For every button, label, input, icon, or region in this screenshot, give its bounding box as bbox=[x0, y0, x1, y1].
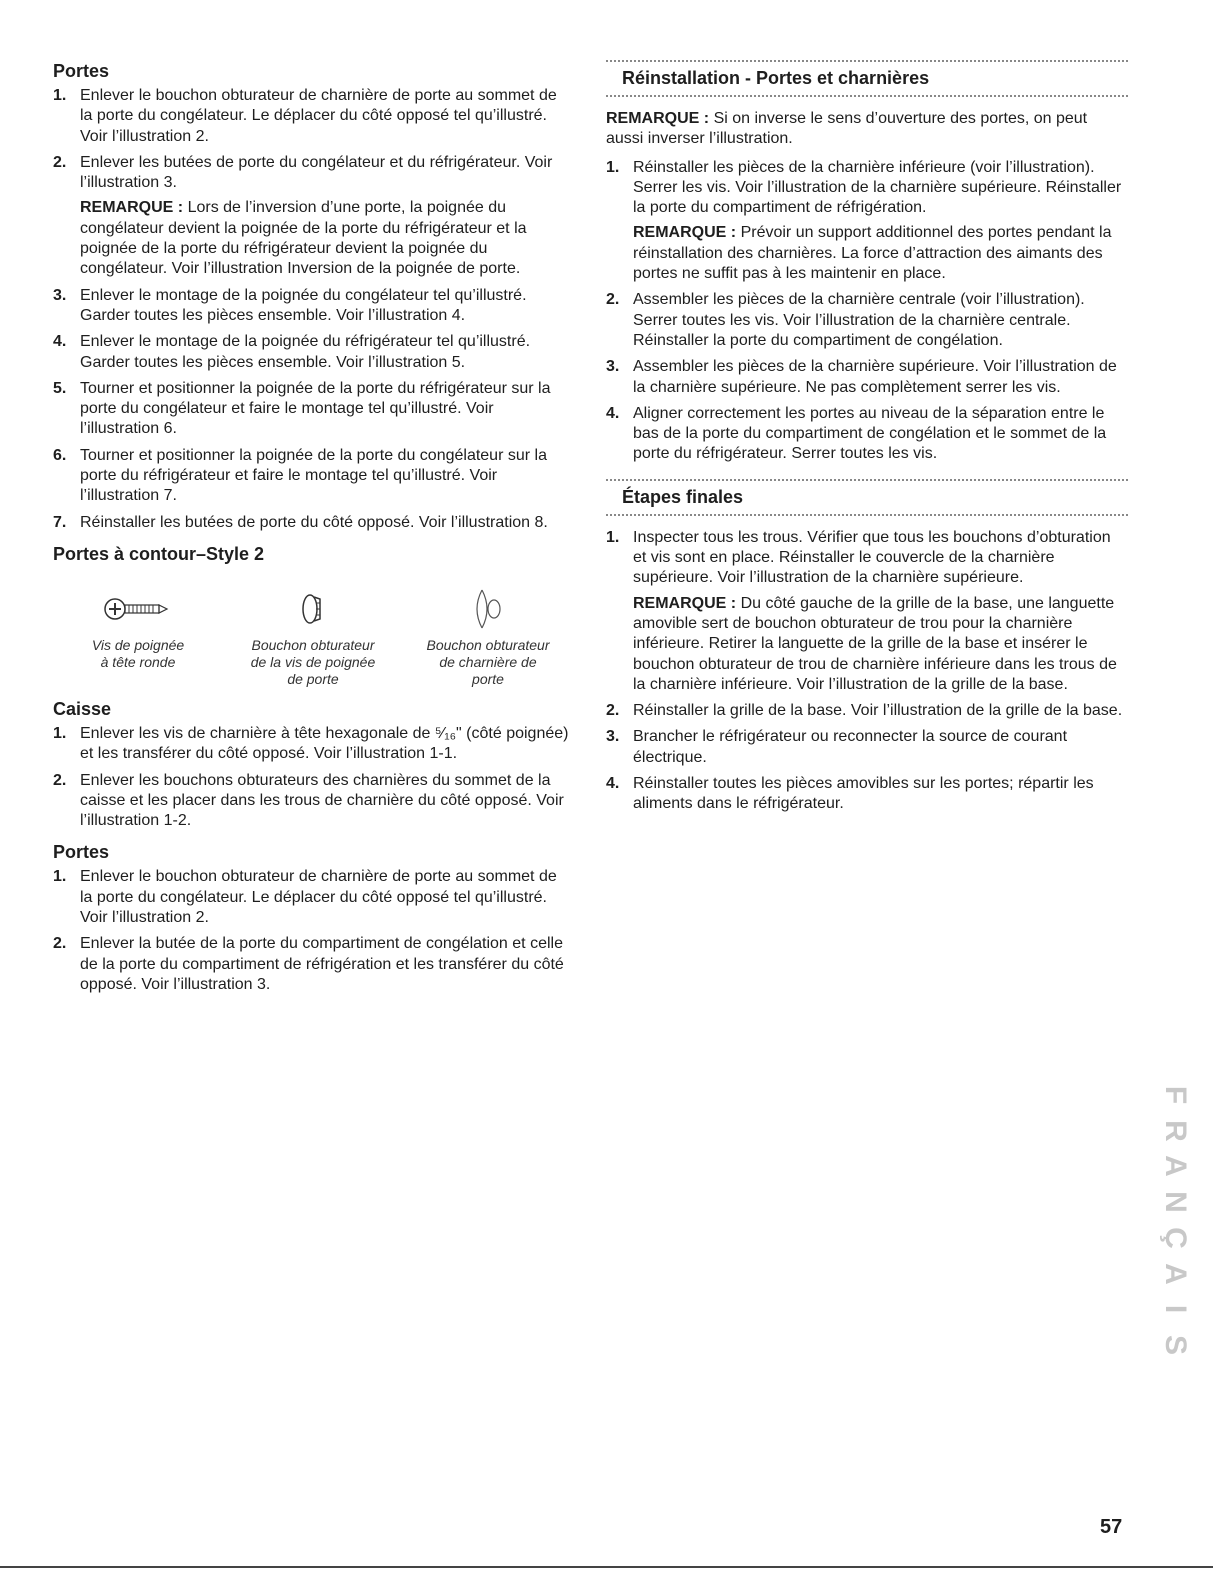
list-item: 4. Enlever le montage de la poignée du réfrigérateur tel qu’illustré. Garder toutes les pièces ensemble. Voir l’illustration 5. bbox=[53, 333, 531, 371]
side-tab-letter: F bbox=[1158, 1085, 1192, 1105]
language-side-tab bbox=[1155, 1080, 1195, 1360]
section-title-portes: Portes bbox=[53, 61, 110, 81]
list-item: 2. Enlever la butée de la porte du compartiment de congélation et celle de la porte du compartiment de réfrigération et les transférer du côté opposé. Voir l’illustration 3. bbox=[53, 935, 564, 993]
list-item: 4. Aligner correctement les portes au niveau de la séparation entre le bas de la porte du compartiment de congélation et le sommet de la porte du réfrigérateur. Serrer toutes les vis. bbox=[606, 404, 1107, 463]
list-item: 3. Assembler les pièces de la charnière supérieure. Voir l’illustration de la charnière supérieure. Ne pas complètement serrer les vis. bbox=[606, 358, 1117, 396]
section-title-caisse: Caisse bbox=[53, 698, 112, 719]
bottom-rule bbox=[0, 1566, 1213, 1568]
divider bbox=[606, 514, 1128, 516]
hinge-plug-icon bbox=[403, 585, 573, 633]
side-tab-letter: N bbox=[1158, 1191, 1192, 1213]
list-item: 2. Enlever les butées de porte du congélateur et du réfrigérateur. Voir l’illustration 3. REMARQUE : Lors de l’inversion d’une porte, la poignée du congélateur devient la poignée de la porte du réfrigérateur et la poignée de la porte du réfrigérateur devient la poignée du congélateur. Voir l’illustration Inversion de la poignée de porte. bbox=[53, 153, 573, 280]
final-steps bbox=[606, 528, 1128, 815]
left-column bbox=[53, 60, 573, 1001]
list-item: 4. Réinstaller toutes les pièces amovibles sur les portes; répartir les aliments dans le réfrigérateur. bbox=[606, 775, 1094, 813]
list-item: 3. Enlever le montage de la poignée du congélateur tel qu’illustré. Garder toutes les pièces ensemble. Voir l’illustration 4. bbox=[53, 286, 527, 324]
list-item: 1. Enlever le bouchon obturateur de charnière de porte au sommet de la porte du congélateur. Le déplacer du côté opposé tel qu’illustré. Voir l’illustration 2. bbox=[53, 868, 557, 927]
list-item: 1. Enlever le bouchon obturateur de charnière de porte au sommet de la porte du congélateur. Le déplacer du côté opposé tel qu’illustré. Voir l’illustration 2. bbox=[53, 87, 557, 145]
note: REMARQUE : Si on inverse le sens d’ouverture des portes, on peut aussi inverser l’illustration. bbox=[606, 110, 1088, 148]
side-tab-letter: R bbox=[1158, 1119, 1192, 1142]
caisse-steps bbox=[53, 724, 573, 831]
side-tab-letter: Ç bbox=[1158, 1226, 1192, 1249]
list-item: 1. Réinstaller les pièces de la charnière inférieure (voir l’illustration). Serrer les vis. Voir l’illustration de la charnière supérieure. Réinstaller la porte du compartiment de réfrigération. REMARQUE : Prévoir un support additionnel des portes pendant la réinstallation des charnières. La force d’attraction des aimants des portes ne suffit pas à les maintenir en place. bbox=[606, 158, 1128, 285]
list-item: 6. Tourner et positionner la poignée de la porte du congélateur sur la porte du réfrigérateur et faire le montage tel qu’illustré. Voir l’illustration 7. bbox=[53, 446, 547, 505]
list-item: 1. Inspecter tous les trous. Vérifier que tous les bouchons d’obturation et vis sont en place. Réinstaller le couvercle de la charnière supérieure. Voir l’illustration de la charnière supérieure. REMARQUE : Du côté gauche de la grille de la base, une languette amovible sert de bouchon obturateur de trou pour la charnière inférieure. Retirer la languette de la grille de la base et insérer le bouchon obturateur de trou de charnière inférieure dans les trous de la charnière inférieure. Voir l’illustration de la grille de la base. bbox=[606, 528, 1128, 695]
part-screw: Vis de poignée à tête ronde bbox=[53, 585, 223, 688]
note: REMARQUE : Du côté gauche de la grille de la base, une languette amovible sert de bouchon obturateur de trou pour la charnière inférieure. Retirer la languette de la grille de la base et insérer le bouchon obturateur de trou de charnière inférieure dans les trous de la charnière inférieure. Voir l’illustration de la grille de la base. bbox=[633, 594, 1117, 693]
section-title-etapes-finales: Étapes finales bbox=[622, 486, 744, 507]
section-title-reinstallation: Réinstallation - Portes et charnières bbox=[622, 68, 930, 88]
right-column bbox=[606, 60, 1128, 821]
list-item: 5. Tourner et positionner la poignée de la porte du réfrigérateur sur la porte du congélateur et faire le montage tel qu’illustré. Voir l’illustration 6. bbox=[53, 379, 551, 438]
list-item: 1. Enlever les vis de charnière à tête hexagonale de ⁵⁄₁₆" (côté poignée) et les transférer du côté opposé. Voir l’illustration 1-1. bbox=[53, 724, 569, 763]
portes-steps bbox=[53, 86, 573, 533]
list-item: 7. Réinstaller les butées de porte du côté opposé. Voir l’illustration 8. bbox=[53, 513, 548, 531]
parts-illustration bbox=[53, 585, 573, 688]
page-number: 57 bbox=[1100, 1516, 1123, 1538]
portes-steps-2 bbox=[53, 867, 573, 995]
list-item: 3. Brancher le réfrigérateur ou reconnecter la source de courant électrique. bbox=[606, 728, 1068, 766]
part-screw-plug: Bouchon obturateur de la vis de poignée de porte bbox=[228, 585, 398, 688]
screw-plug-icon bbox=[228, 585, 398, 633]
part-hinge-plug: Bouchon obturateur de charnière de porte bbox=[403, 585, 573, 688]
screw-icon bbox=[53, 585, 223, 633]
side-tab-letter: I bbox=[1159, 1305, 1192, 1314]
side-tab-letter: S bbox=[1158, 1334, 1192, 1355]
side-tab-letter: A bbox=[1158, 1262, 1192, 1285]
list-item: 2. Enlever les bouchons obturateurs des charnières du sommet de la caisse et les placer dans les trous de charnière du côté opposé. Voir l’illustration 1-2. bbox=[53, 771, 564, 830]
reinstallation-steps bbox=[606, 158, 1128, 465]
note: REMARQUE : Lors de l’inversion d’une porte, la poignée du congélateur devient la poignée de la porte du réfrigérateur et la poignée de la porte du réfrigérateur devient la poignée du congélateur. Voir l’illustration Inversion de la poignée de porte. bbox=[80, 199, 527, 278]
divider bbox=[606, 95, 1128, 97]
note: REMARQUE : Prévoir un support additionnel des portes pendant la réinstallation des charnières. La force d’attraction des aimants des portes ne suffit pas à les maintenir en place. bbox=[633, 224, 1112, 283]
side-tab-letter: A bbox=[1158, 1155, 1192, 1178]
list-item: 2. Réinstaller la grille de la base. Voir l’illustration de la grille de la base. bbox=[606, 702, 1123, 720]
section-title-contour: Portes à contour–Style 2 bbox=[53, 543, 265, 564]
list-item: 2. Assembler les pièces de la charnière centrale (voir l’illustration). Serrer toutes les vis. Voir l’illustration de la charnière centrale. Réinstaller la porte du compartiment de congélation. bbox=[606, 291, 1085, 349]
section-title-portes-2: Portes bbox=[53, 842, 110, 863]
